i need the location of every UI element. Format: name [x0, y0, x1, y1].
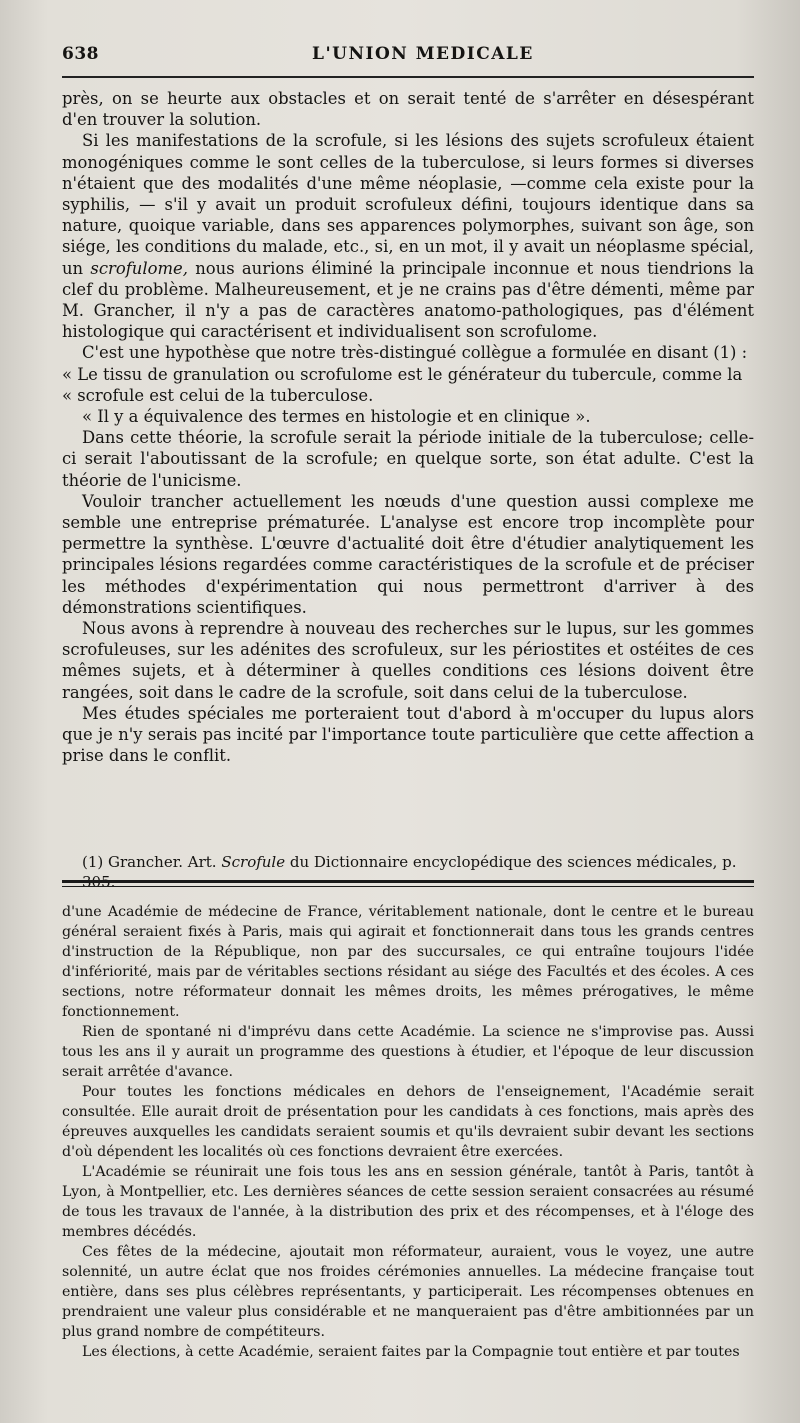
text-run: Si les manifestations de la scrofule, si les lésions des sujets scrofuleux étaient monogéniques comme le sont celles de la tuberculose, si leurs formes si diverses n'étaient que des modalités d'une même néoplasie, —comme cela existe pour la syphilis, — s'il y avait un produit scrofuleux défini, toujours identique dans sa nature, quoique variable, dans ses apparences polymorphes, suivant son âge, son siége, les conditions du malade, etc., si, en un mot, il y avait un néoplasme spécial, un [62, 131, 754, 278]
paragraph: Rien de spontané ni d'imprévu dans cette Académie. La science ne s'improvise pas. Aussi tous les ans il y aurait un programme des questions à étudier, et l'époque de leur discussion serait arrêtée d'avance. [62, 1024, 754, 1080]
paragraph: Ces fêtes de la médecine, ajoutait mon réformateur, auraient, vous le voyez, une autre solennité, un autre éclat que nos froides cérémonies annuelles. La médecine française tout entière, dans ses plus célèbres représentants, y participerait. Les récompenses obtenues en prendraient une valeur plus considérable et ne manqueraient pas d'être ambitionnées par un plus grand nombre de compétiteurs. [62, 1244, 754, 1340]
section-rule [62, 880, 754, 883]
main-article [62, 88, 754, 767]
paragraph: près, on se heurte aux obstacles et on serait tenté de s'arrêter en désespérant d'en trouver la solution. [62, 89, 754, 130]
page-header [62, 44, 752, 72]
paragraph: Mes études spéciales me porteraient tout d'abord à m'occuper du lupus alors que je n'y serais pas incité par l'importance toute particulière que cette affection a prise dans le conflit. [62, 703, 754, 766]
paragraph: Dans cette théorie, la scrofule serait la période initiale de la tuberculose; celle-ci serait l'aboutissant de la scrofule; en quelque sorte, son état adulte. C'est la théorie de l'unicisme. [62, 428, 754, 490]
paragraph: d'une Académie de médecine de France, véritablement nationale, dont le centre et le bureau général seraient fixés à Paris, mais qui agirait et fonctionnerait dans tous les grands centres d'instruction de la République, non par des succursales, ce qui entraîne toujours l'idée d'infériorité, mais par de véritables sections résidant au siége des Facultés et des écoles. A ces sections, notre réformateur donnait les mêmes droits, les mêmes prérogatives, le même fonctionnement. [62, 904, 754, 1020]
quote-line: « Le tissu de granulation ou scrofulome est le générateur du tubercule, comme la [62, 364, 743, 384]
quote-line: « scrofule est celui de la tuberculose. [62, 385, 374, 405]
header-rule [62, 76, 754, 78]
text-run: nous aurions éliminé la principale inconnue et nous tiendrions la clef du problème. Malheureusement, et je ne crains pas d'être démenti, même par M. Grancher, il n'y a pas de caractères anatomo-pathologiques, pas d'élément histologique qui caractérisent et individualisent son scrofulome. [62, 258, 754, 342]
footnote-italic: Scrofule [221, 853, 286, 871]
paragraph: C'est une hypothèse que notre très-distingué collègue a formulée en disant (1) : [82, 343, 748, 363]
paragraph: Nous avons à reprendre à nouveau des recherches sur le lupus, sur les gommes scrofuleuses, sur les adénites des scrofuleux, sur les périostites et ostéites de ces mêmes sujets, et à déterminer à quelles conditions ces lésions doivent être rangées, soit dans le cadre de la scrofule, soit dans celui de la tuberculose. [62, 619, 754, 702]
paragraph: Vouloir trancher actuellement les nœuds d'une question aussi complexe me semble une entreprise prématurée. L'analyse est encore trop incomplète pour permettre la synthèse. L'œuvre d'actualité doit être d'étudier analytiquement les principales lésions regardées comme caractéristiques de la scrofule et de préciser les méthodes d'expérimentation qui nous permettront d'arriver à des démonstrations scientifiques. [62, 491, 754, 617]
paragraph: L'Académie se réunirait une fois tous les ans en session générale, tantôt à Paris, tantôt à Lyon, à Montpellier, etc. Les dernières séances de cette session seraient consacrées au résumé de tous les travaux de l'année, à la distribution des prix et des récompenses, et à l'éloge des membres décédés. [62, 1164, 754, 1240]
paragraph [62, 130, 754, 342]
paragraph: Les élections, à cette Académie, seraient faites par la Compagnie tout entière et par toutes [82, 1344, 740, 1360]
paragraph: Pour toutes les fonctions médicales en dehors de l'enseignement, l'Académie serait consultée. Elle aurait droit de présentation pour les candidats à ces fonctions, mais après des épreuves auxquelles les candidats seraient soumis et qu'ils devraient subir devant les sections d'où dépendent les localités où ces fonctions devraient être exercées. [62, 1084, 754, 1160]
italic-term: scrofulome, [90, 258, 188, 278]
footnote-text: (1) Grancher. Art. [82, 853, 222, 871]
journal-title: L'UNION MEDICALE [312, 44, 534, 64]
page-number: 638 [62, 44, 99, 64]
footnote-text: du Dictionnaire encyclopédique des sciences médicales, p. [289, 853, 737, 871]
quote-line: « Il y a équivalence des termes en histologie et en clinique ». [82, 407, 591, 427]
feuilleton-section [62, 902, 754, 1362]
section-rule [62, 886, 754, 887]
